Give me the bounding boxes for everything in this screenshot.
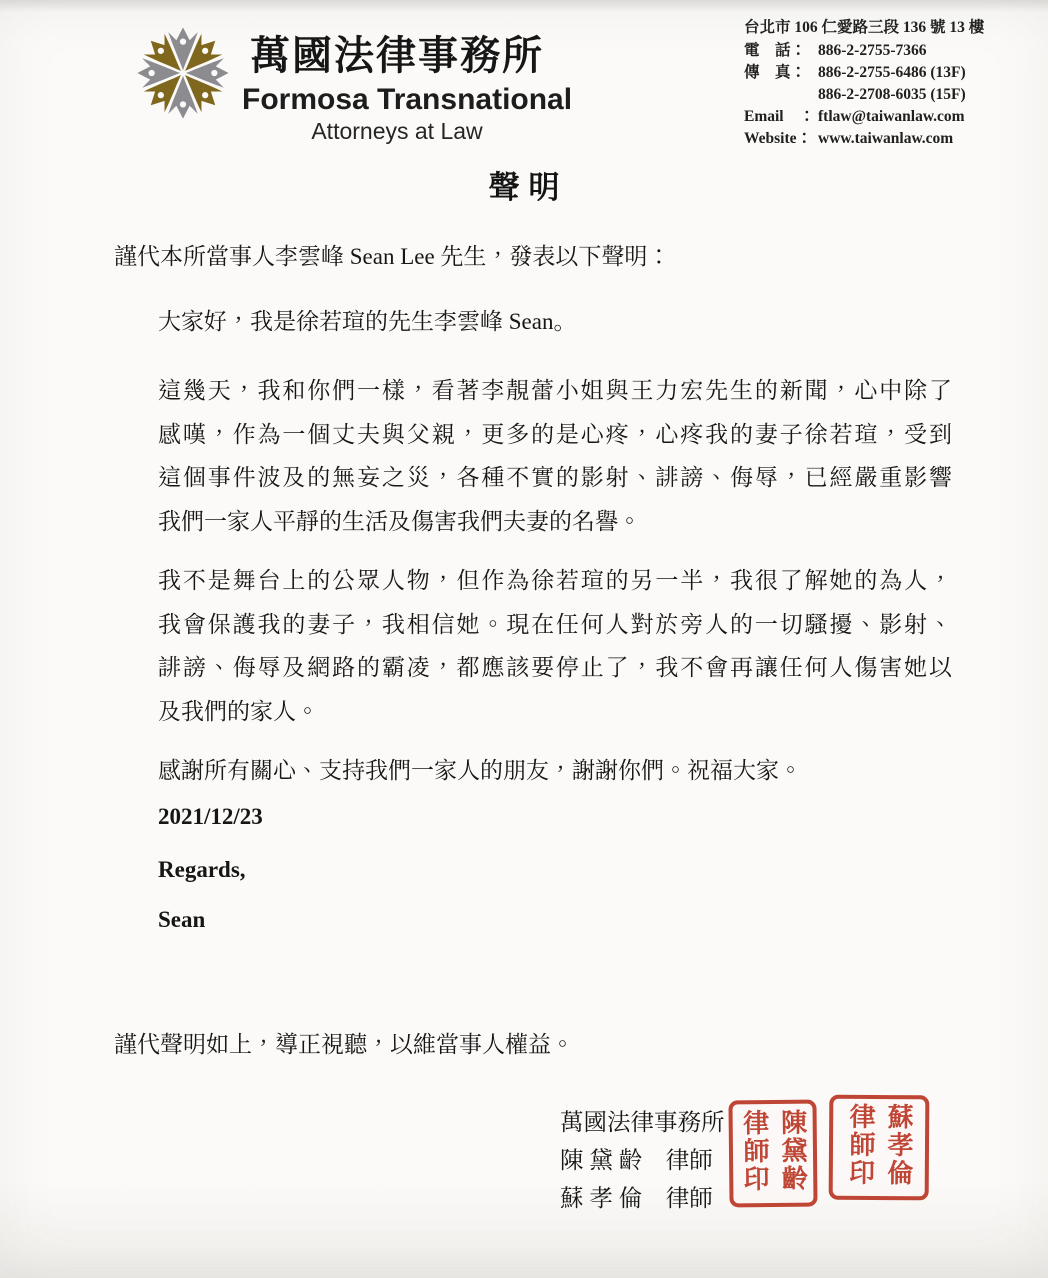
fax-value-2: 886-2-2708-6035 (15F) [818,86,966,103]
paragraph-line: 這個事件波及的無妄之災，各種不實的影射、誹謗、侮辱，已經嚴重影響 [158,465,952,490]
intro-line: 謹代本所當事人李雲峰 Sean Lee 先生，發表以下聲明： [114,244,671,269]
attorney-seal-su [829,1095,930,1201]
fax-value-1: 886-2-2755-6486 (13F) [818,64,966,81]
phone-label: 電 話： [744,42,807,59]
address-line: 台北市 106 仁愛路三段 136 號 13 樓 [744,19,985,36]
paragraph-3 [158,559,952,733]
paragraph-line: 這幾天，我和你們一樣，看著李靚蕾小姐與王力宏先生的新聞，心中除了 [158,378,952,403]
seal-text: 蘇孝倫律師印 [845,1102,914,1187]
email-value: ftlaw@taiwanlaw.com [818,108,965,125]
signature-firm-name: 萬國法律事務所 [560,1110,725,1136]
website-label: Website： [744,130,813,147]
attorney-name-1: 陳 黛 齡 律師 [560,1148,713,1174]
regards-line: Regards, [158,857,246,882]
email-line [744,106,1044,128]
paragraph-line: 感謝所有關心、支持我們一家人的朋友，謝謝你們。祝福大家。 [158,758,802,783]
website-value: www.taiwanlaw.com [818,130,954,147]
paragraph-1 [158,300,952,344]
paragraph-line: 我們一家人平靜的生活及傷害我們夫妻的名譽。 [158,508,641,534]
letterhead-firm-block [242,24,573,145]
website-line [744,128,1044,150]
firm-logo-icon [126,16,240,130]
paragraph-line: 感嘆，作為一個丈夫與父親，更多的是心疼，心疼我的妻子徐若瑄，受到 [158,421,952,447]
seal-text: 陳黛齡律師印 [739,1108,808,1193]
phone-line [744,40,1044,62]
signature-block [560,1104,725,1218]
closing-line: 謹代聲明如上，導正視聽，以維當事人權益。 [114,1032,574,1057]
fax-line-1 [744,62,1044,84]
attorney-name-2: 蘇 孝 倫 律師 [560,1186,713,1212]
letterhead-contact-block [744,16,1044,150]
phone-value: 886-2-2755-7366 [818,42,927,59]
fax-line-2 [744,84,1044,106]
document-title: 聲明 [488,170,569,205]
paragraph-4 [158,749,952,793]
paragraph-line: 我會保護我的妻子，我相信她。現在任何人對於旁人的一切騷擾、影射、 [158,611,952,637]
paragraph-line: 大家好，我是徐若瑄的先生李雲峰 Sean。 [158,309,577,334]
statement-date: 2021/12/23 [158,804,263,829]
firm-subtitle: Attorneys at Law [311,118,483,144]
firm-name-zh: 萬國法律事務所 [250,33,544,78]
signer-name: Sean [158,907,206,932]
paragraph-2 [158,369,952,543]
paragraph-line: 及我們的家人。 [158,698,319,724]
attorney-seal-chen [728,1100,817,1208]
firm-name-en: Formosa Transnational [242,83,573,116]
email-label: Email ： [744,108,815,125]
paragraph-line: 誹謗、侮辱及網路的霸凌，都應該要停止了，我不會再讓任何人傷害她以 [158,655,952,680]
paragraph-line: 我不是舞台上的公眾人物，但作為徐若瑄的另一半，我很了解她的為人， [158,568,952,593]
fax-label: 傳 真： [744,64,807,81]
